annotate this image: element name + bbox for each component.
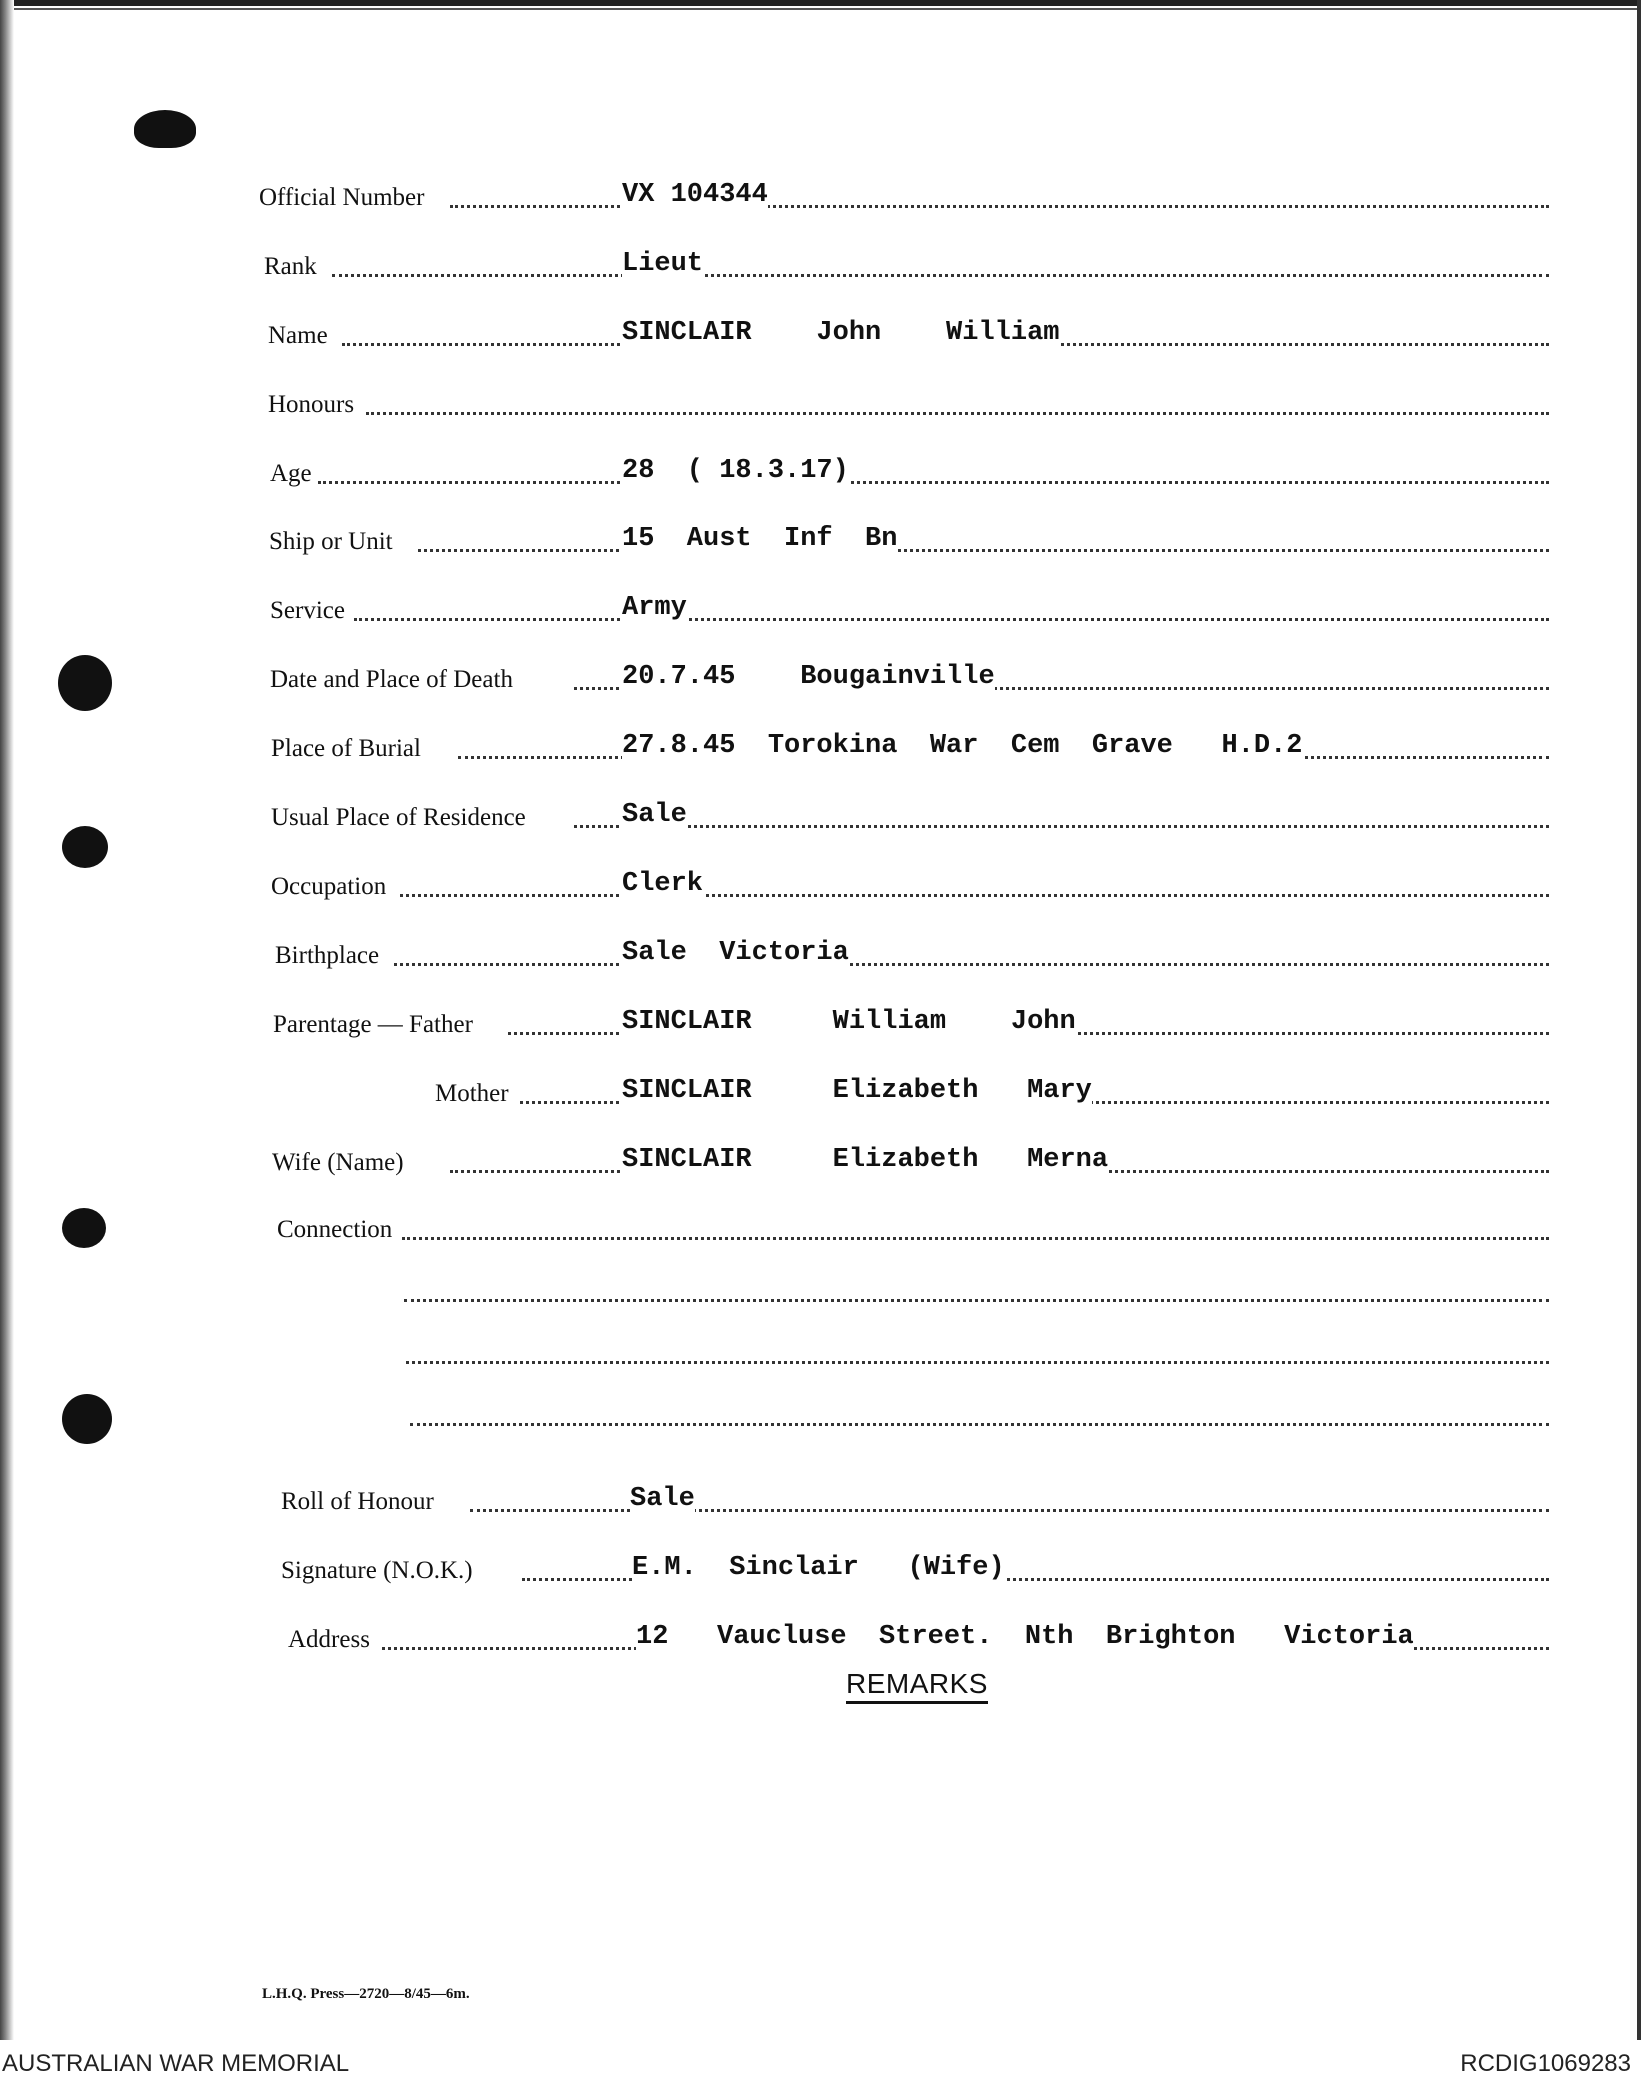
dotted-line	[332, 274, 1549, 277]
field-value: SINCLAIR William John	[622, 1007, 1076, 1037]
field-value: 28 ( 18.3.17)	[622, 456, 849, 486]
form-row-name	[0, 314, 1641, 354]
dotted-line	[402, 1237, 1549, 1240]
field-label: Connection	[277, 1216, 393, 1243]
form-row-date-place-of-death	[0, 658, 1641, 698]
dotted-line	[394, 963, 1549, 966]
form-row-connection-cont	[0, 1394, 1641, 1434]
field-value: 12 Vaucluse Street. Nth Brighton Victoria	[636, 1622, 1414, 1652]
form-row-connection-cont	[0, 1332, 1641, 1372]
form-row-roll-of-honour	[0, 1480, 1641, 1520]
form-row-rank	[0, 245, 1641, 285]
field-label: Service	[270, 597, 345, 624]
field-label: Official Number	[259, 184, 425, 211]
field-value: 20.7.45 Bougainville	[622, 662, 995, 692]
archive-caption: AUSTRALIAN WAR MEMORIAL	[2, 2050, 350, 2077]
field-value: SINCLAIR John William	[622, 318, 1060, 348]
form-row-age	[0, 452, 1641, 492]
dotted-line	[410, 1423, 1549, 1426]
dotted-line	[366, 412, 1549, 415]
form-row-birthplace	[0, 934, 1641, 974]
archive-id: RCDIG1069283	[1460, 2050, 1631, 2077]
dotted-line	[400, 894, 1549, 897]
form-row-address	[0, 1618, 1641, 1658]
field-label: Rank	[264, 253, 317, 280]
field-label: Usual Place of Residence	[271, 804, 526, 831]
form-row-wife	[0, 1141, 1641, 1181]
field-label: Age	[270, 460, 312, 487]
form-row-official-number	[0, 176, 1641, 216]
field-value: Clerk	[622, 869, 704, 899]
field-value: Sale	[630, 1484, 695, 1514]
form-row-service	[0, 589, 1641, 629]
field-value: SINCLAIR Elizabeth Merna	[622, 1145, 1109, 1175]
field-label: Date and Place of Death	[270, 666, 513, 693]
field-label: Place of Burial	[271, 735, 421, 762]
field-value: Sale	[622, 800, 687, 830]
field-label: Occupation	[271, 873, 387, 900]
field-label: Address	[288, 1626, 370, 1653]
top-edge	[0, 0, 1641, 6]
field-value: Lieut	[622, 249, 704, 279]
field-value: VX 104344	[622, 180, 768, 210]
form-row-connection	[0, 1208, 1641, 1248]
form-row-mother	[0, 1072, 1641, 1112]
form-row-father	[0, 1003, 1641, 1043]
form-row-place-of-burial	[0, 727, 1641, 767]
remarks-heading: REMARKS	[846, 1668, 988, 1704]
field-value: 27.8.45 Torokina War Cem Grave H.D.2	[622, 731, 1303, 761]
dotted-line	[406, 1361, 1549, 1364]
dotted-line	[418, 549, 1549, 552]
dotted-line	[404, 1299, 1549, 1302]
form-row-usual-residence	[0, 796, 1641, 836]
field-value: SINCLAIR Elizabeth Mary	[622, 1076, 1092, 1106]
field-label: Birthplace	[275, 942, 380, 969]
field-label: Ship or Unit	[269, 528, 393, 555]
punch-hole	[134, 110, 196, 148]
field-value: 15 Aust Inf Bn	[622, 524, 898, 554]
form-row-ship-or-unit	[0, 520, 1641, 560]
print-mark: L.H.Q. Press—2720—8/45—6m.	[262, 1986, 470, 2002]
dotted-line	[318, 481, 1549, 484]
dotted-line	[574, 825, 1549, 828]
field-value: Sale Victoria	[622, 938, 849, 968]
form-row-connection-cont	[0, 1270, 1641, 1310]
field-value: E.M. Sinclair (Wife)	[632, 1553, 1005, 1583]
dotted-line	[450, 205, 1549, 208]
form-row-signature	[0, 1549, 1641, 1589]
form-row-occupation	[0, 865, 1641, 905]
field-label: Parentage — Father	[273, 1011, 473, 1038]
field-label: Wife (Name)	[272, 1149, 404, 1176]
form-row-honours	[0, 383, 1641, 423]
field-label: Mother	[435, 1080, 509, 1107]
dotted-line	[354, 618, 1549, 621]
field-label: Roll of Honour	[281, 1488, 434, 1515]
field-value: Army	[622, 593, 687, 623]
top-edge-line	[0, 8, 1641, 10]
field-label: Honours	[268, 391, 355, 418]
field-label: Name	[268, 322, 328, 349]
field-label: Signature (N.O.K.)	[281, 1557, 473, 1584]
